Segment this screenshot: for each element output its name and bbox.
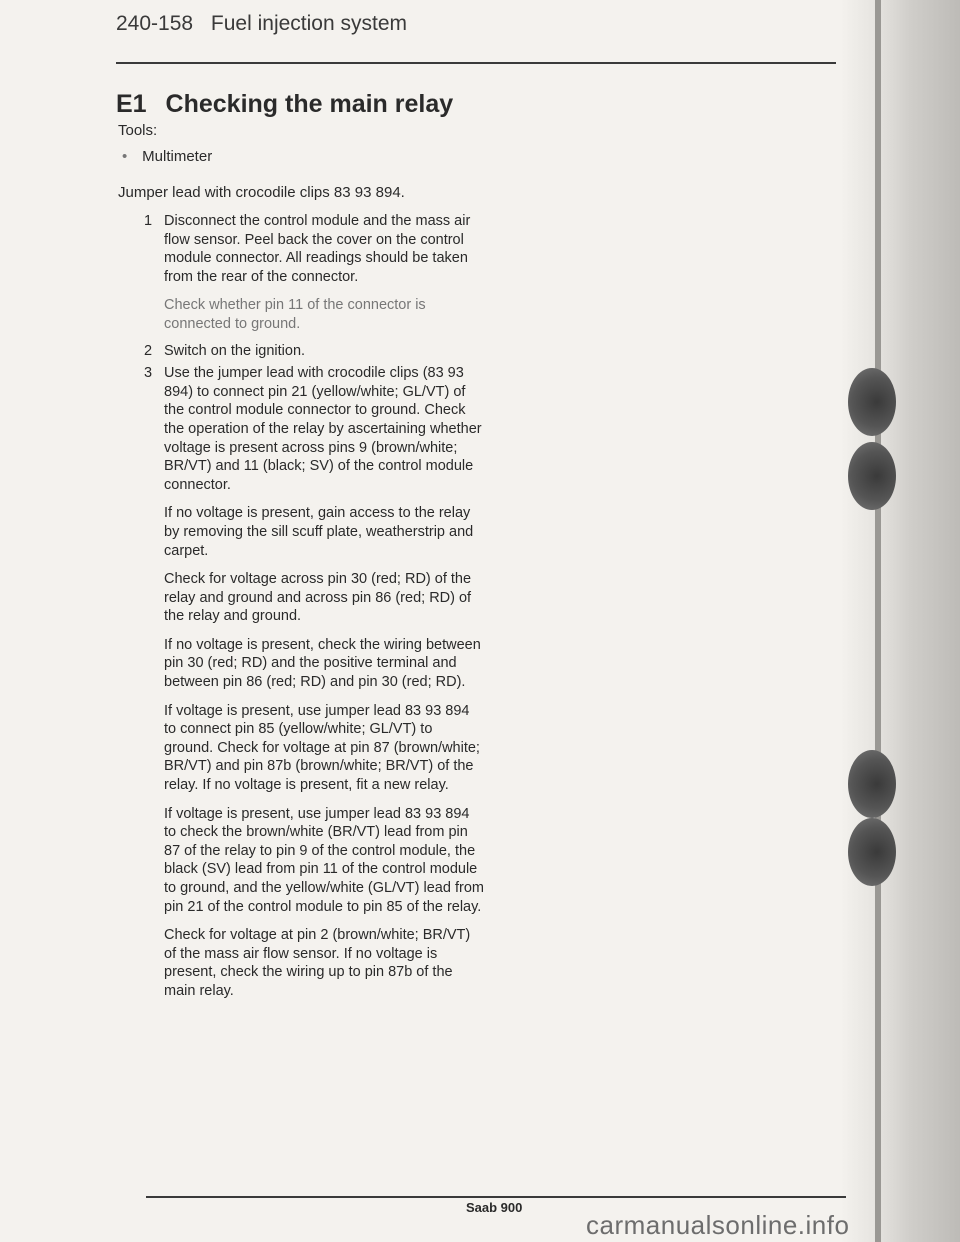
paragraph-3: If no voltage is present, check the wiring between pin 30 (red; RD) and the positive terminal and between pin 86 (red; RD) and pin 30 (red; RD).: [164, 636, 481, 691]
step-number: 2: [144, 342, 153, 359]
step-note: Check whether pin 11 of the connector is connected to ground.: [164, 297, 426, 332]
bullet-icon: •: [122, 148, 128, 165]
step-text: Disconnect the control module and the mass air flow sensor. Peel back the cover on the control module connector. All readings should be taken from the rear of the connector.: [164, 213, 471, 285]
step-3: [144, 364, 484, 494]
binder-hole-1: [848, 368, 896, 436]
footer-model: Saab 900: [466, 1200, 523, 1215]
paragraph-6: Check for voltage at pin 2 (brown/white; BR/VT) of the mass air flow sensor. If no voltage is present, check the wiring up to pin 87b of the main relay.: [164, 927, 471, 999]
step-text: Switch on the ignition.: [164, 342, 306, 359]
binder-hole-2: [848, 442, 896, 510]
tool-item: [122, 148, 212, 165]
paragraph-5: If voltage is present, use jumper lead 83 93 894 to check the brown/white (BR/VT) lead from pin 87 of the relay to pin 9 of the control module, the black (SV) lead from pin 11 of the control module to ground, and the yellow/white (GL/VT) lead from pin 21 of the control module to pin 85 of the relay.: [164, 805, 484, 915]
page-header: [116, 12, 836, 36]
step-number: 1: [144, 213, 153, 229]
paragraph-4: If voltage is present, use jumper lead 83 93 894 to connect pin 85 (yellow/white; GL/VT) to ground. Check for voltage at pin 87 (brown/white; BR/VT) and pin 87b (brown/white; BR/VT) of the relay. If no voltage is present, fit a new relay.: [164, 702, 480, 794]
page-binding-edge: [840, 0, 960, 1242]
binder-hole-4: [848, 818, 896, 886]
procedure: [144, 212, 484, 1009]
paragraph-1: If no voltage is present, gain access to the relay by removing the sill scuff plate, weatherstrip and carpet.: [164, 505, 474, 559]
header-rule: [116, 62, 836, 64]
binder-hole-3: [848, 750, 896, 818]
step-2: [144, 342, 484, 361]
step-text: Use the jumper lead with crocodile clips (83 93 894) to connect pin 21 (yellow/white; GL/VT) of the control module connector to ground. Check the operation of the relay by ascertaining whether voltage is present across pins 9 (brown/white; BR/VT) and 11 (black; SV) of the control module connector.: [164, 365, 482, 493]
tools-label: Tools:: [118, 122, 158, 139]
page-header-title: Fuel injection system: [210, 12, 407, 35]
watermark: carmanualsonline.info: [586, 1210, 850, 1240]
intro-text: Jumper lead with crocodile clips 83 93 894.: [118, 184, 405, 201]
tool-item-label: Multimeter: [142, 148, 213, 165]
section-title: [116, 90, 453, 119]
binding-line: [875, 0, 881, 1242]
footer-rule: [146, 1196, 846, 1198]
paragraph-2: Check for voltage across pin 30 (red; RD) of the relay and ground and across pin 86 (red; RD) of the relay and ground.: [164, 571, 472, 625]
step-number: 3: [144, 365, 153, 382]
step-1: [144, 212, 484, 286]
page-number: 240-158: [116, 12, 194, 35]
section-heading: Checking the main relay: [165, 90, 454, 118]
section-id: E1: [116, 90, 147, 118]
